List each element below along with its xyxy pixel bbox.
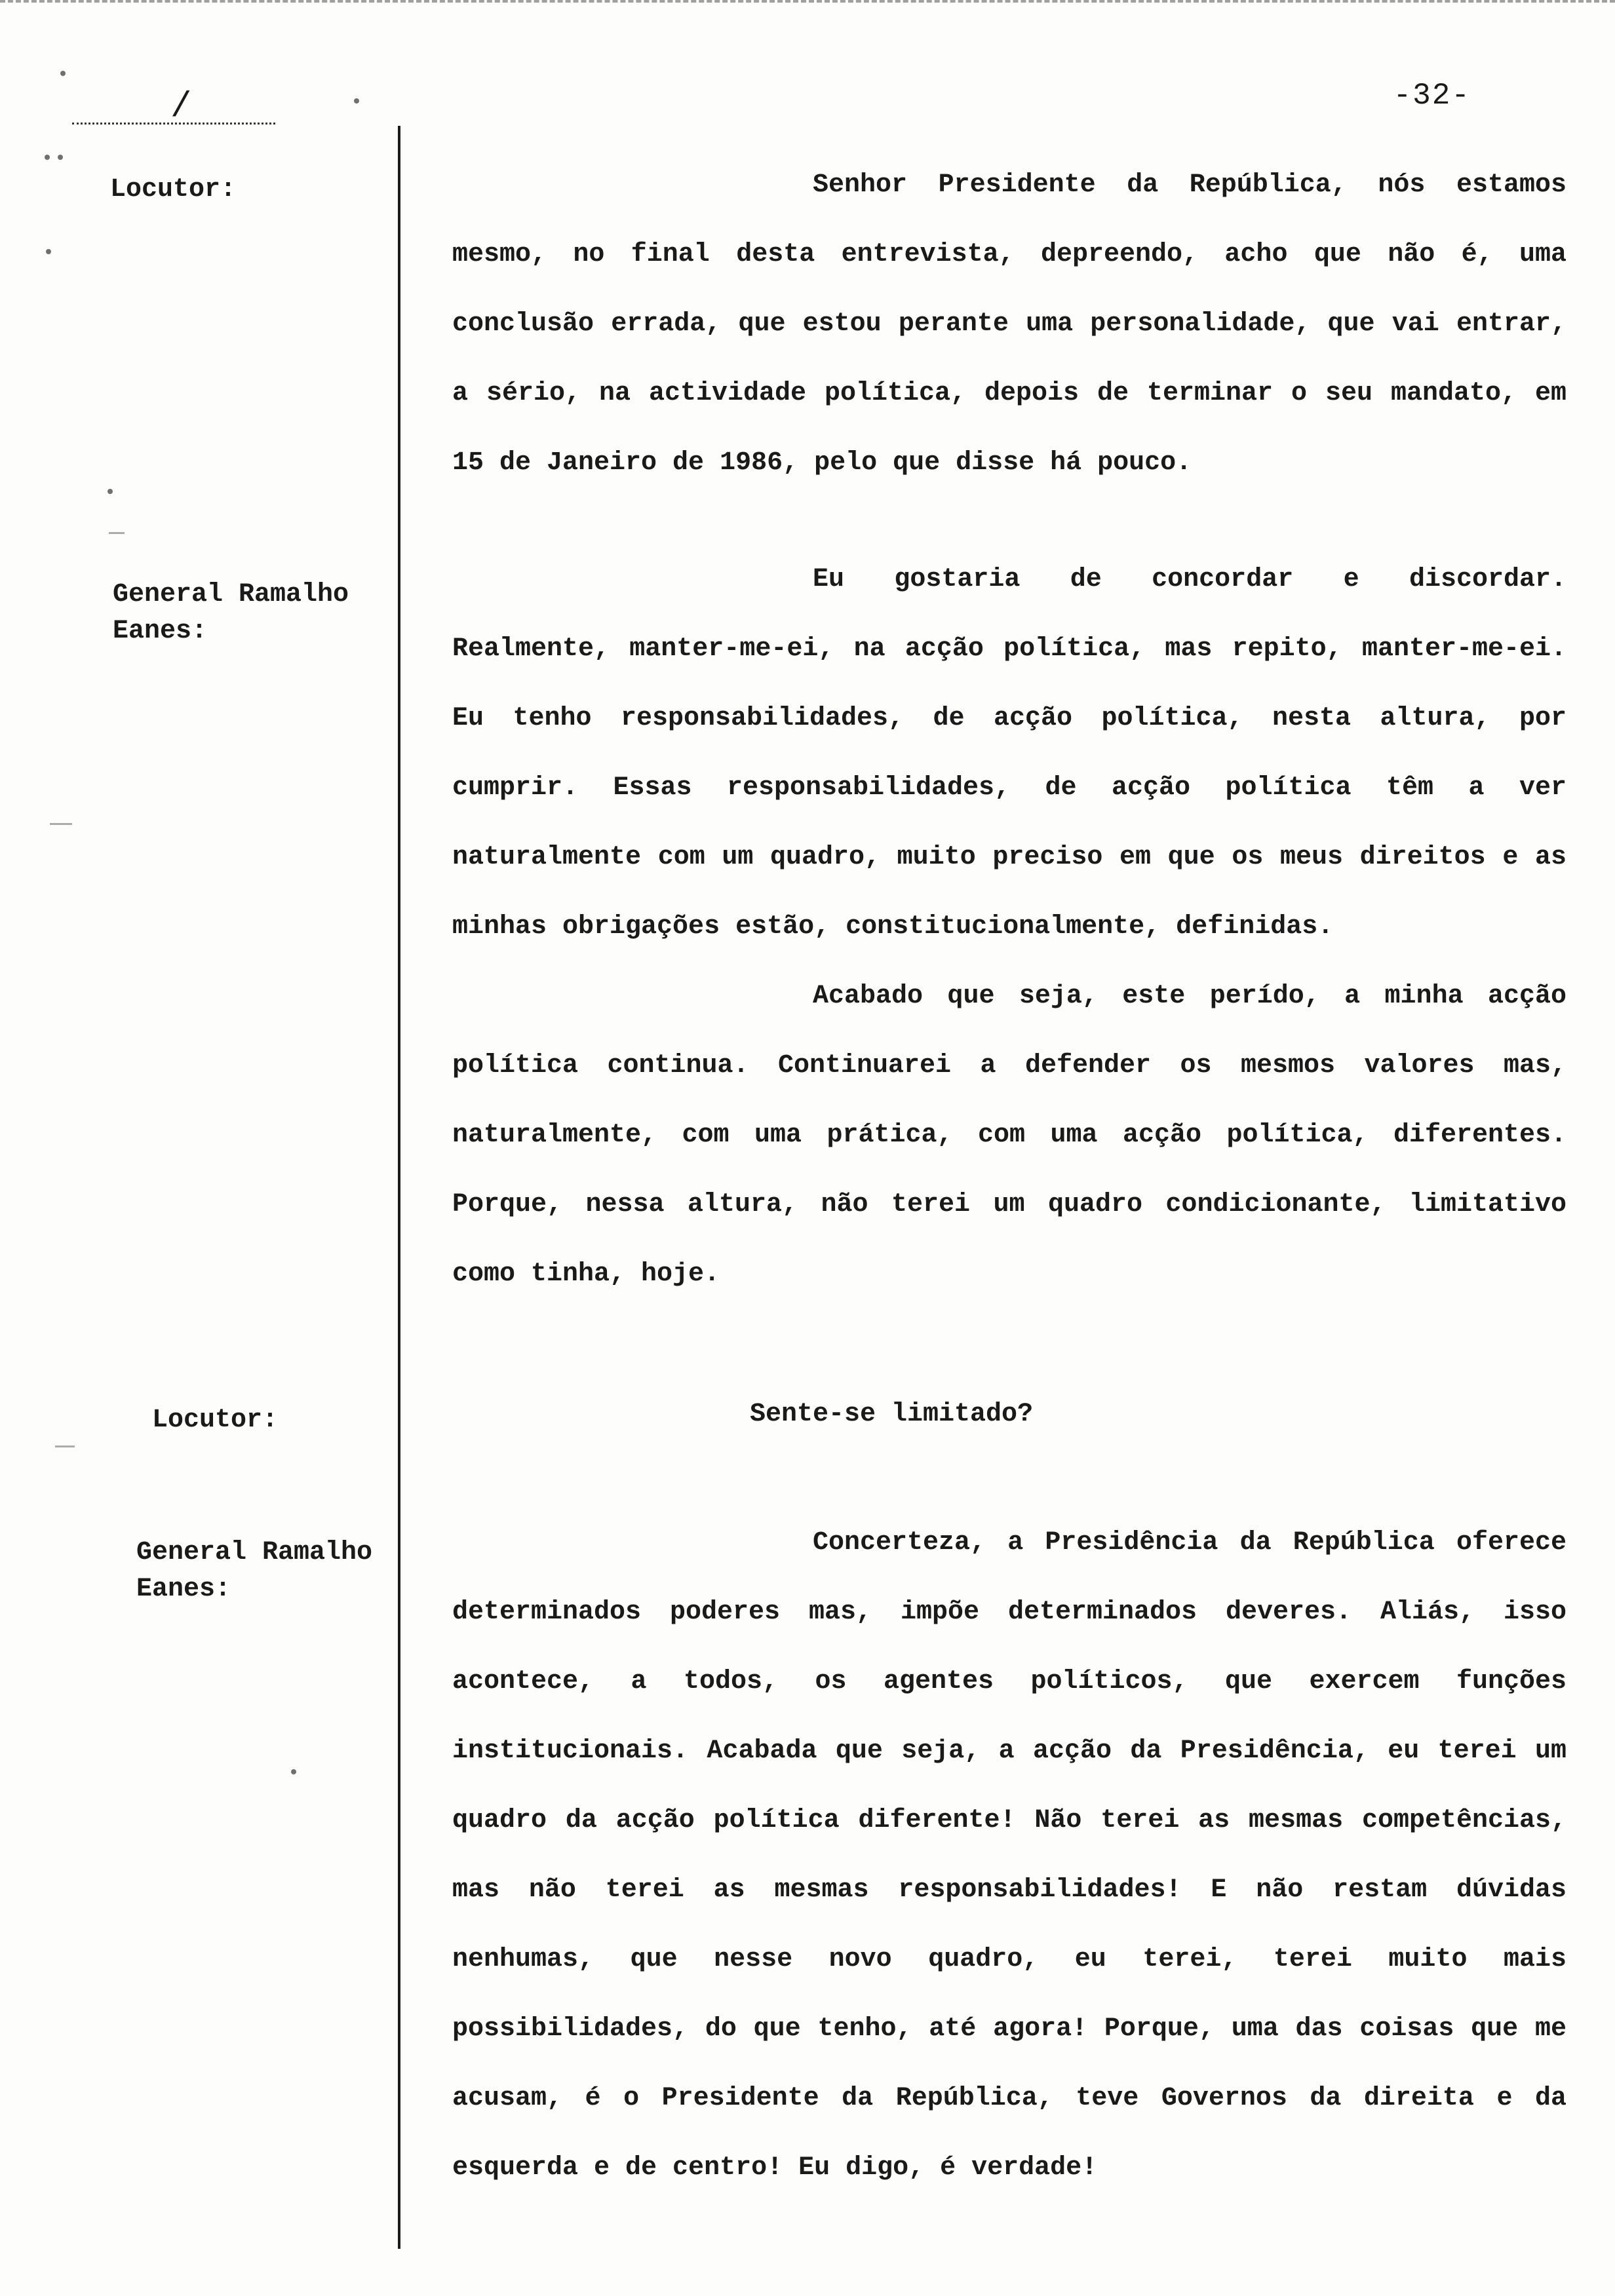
header-marker	[72, 87, 282, 131]
speech-question: Sente-se limitado?	[749, 1400, 1034, 1429]
scan-dash	[50, 823, 72, 825]
header-slash: /	[170, 87, 192, 127]
speech-block	[452, 1508, 1566, 2203]
scan-speck	[291, 1769, 296, 1774]
speaker-label: General Ramalho Eanes:	[136, 1538, 373, 1604]
speech-paragraph: Eu gostaria de concordar e discordar. Realmente, manter-me-ei, na acção política, mas repito, manter-me-ei. Eu tenho responsabilidades, de acção política, nesta altura, por cumprir. Essas responsabilidades, de acção política têm a ver naturalmente com um quadro, muito preciso em que os meus direitos e as minhas obrigações estão, constitucionalmente, definidas.	[452, 565, 1566, 942]
scan-speck	[354, 98, 359, 104]
scan-dash	[109, 532, 125, 534]
speech-paragraph: Acabado que seja, este perído, a minha acção política continua. Continuarei a defender os mesmos valores mas, naturalmente, com uma prática, com uma acção política, diferentes. Porque, nessa altura, não terei um quadro condicionante, limitativo como tinha, hoje.	[452, 982, 1566, 1289]
scan-dash	[55, 1445, 75, 1447]
speaker-label: General Ramalho Eanes:	[113, 580, 349, 646]
speech-paragraph: Senhor Presidente da República, nós estamos mesmo, no final desta entrevista, depreendo, acho que não é, uma conclusão errada, que estou perante uma personalidade, que vai entrar, a sério, na actividade política, depois de terminar o seu mandato, em 15 de Janeiro de 1986, pelo que disse há pouco.	[452, 170, 1566, 478]
scan-speck	[60, 71, 66, 76]
speaker-label: Locutor:	[152, 1406, 279, 1435]
scan-speck	[58, 155, 63, 160]
scan-speck	[107, 489, 113, 494]
speech-paragraph: Concerteza, a Presidência da República oferece determinados poderes mas, impõe determinados deveres. Aliás, isso acontece, a todos, os agentes políticos, que exercem funções institucionais. Acabada que seja, a acção da Presidência, eu terei um quadro da acção política diferente! Não terei as mesmas competências, mas não terei as mesmas responsabilidades! E não restam dúvidas nenhumas, que nesse novo quadro, eu terei, terei muito mais possibilidades, do que tenho, até agora! Porque, uma das coisas que me acusam, é o Presidente da República, teve Governos da direita e da esquerda e de centro! Eu digo, é verdade!	[452, 1528, 1566, 2183]
speech-block	[452, 151, 1566, 498]
scan-speck	[46, 249, 51, 254]
page-number: -32-	[1393, 79, 1471, 113]
speaker-column-divider	[398, 126, 400, 2249]
speaker-label: Locutor:	[110, 175, 237, 204]
speech-block	[452, 545, 1566, 1309]
top-edge-dashes	[0, 0, 1615, 7]
scan-speck	[45, 155, 50, 160]
